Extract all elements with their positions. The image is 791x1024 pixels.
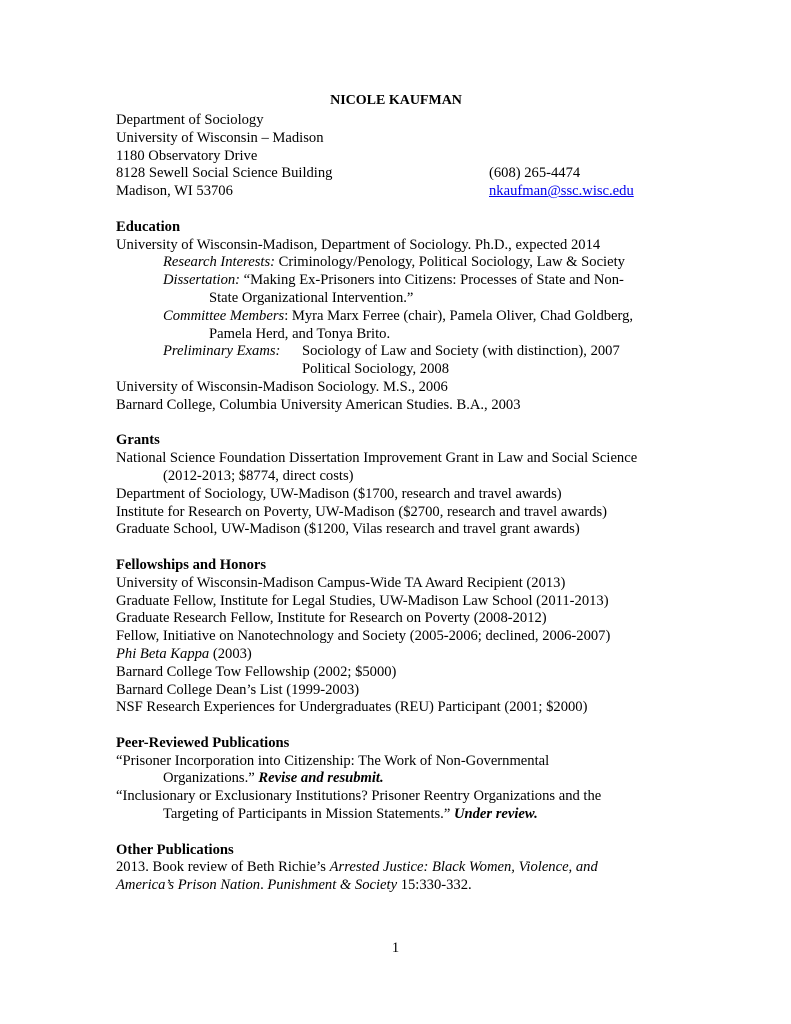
honor-item: NSF Research Experiences for Undergraduates (REU) Participant (2001; $2000) bbox=[116, 699, 588, 716]
address-row bbox=[116, 165, 676, 183]
prelim-exams: Preliminary Exams: Sociology of Law and Society (with distinction), 2007 bbox=[163, 343, 620, 360]
address-line: University of Wisconsin – Madison bbox=[116, 129, 324, 146]
publication-item: 2013. Book review of Beth Richie’s Arrested Justice: Black Women, Violence, and bbox=[116, 859, 598, 876]
address-line: Department of Sociology bbox=[116, 112, 264, 128]
section-heading: Peer-Reviewed Publications bbox=[116, 734, 290, 751]
fellowships-section bbox=[116, 557, 676, 717]
publication-item: “Inclusionary or Exclusionary Institutions? Prisoner Reentry Organizations and the bbox=[116, 788, 602, 805]
contact-block bbox=[116, 112, 676, 201]
publication-item-cont: Organizations.” Revise and resubmit. bbox=[163, 770, 384, 787]
committee: Committee Members: Myra Marx Ferree (chair), Pamela Oliver, Chad Goldberg, bbox=[163, 307, 634, 324]
cv-name: NICOLE KAUFMAN bbox=[330, 93, 462, 108]
grant-item: National Science Foundation Dissertation Improvement Grant in Law and Social Science bbox=[116, 450, 638, 467]
other-publications-section bbox=[116, 842, 676, 895]
publication-item: “Prisoner Incorporation into Citizenship: The Work of Non-Governmental bbox=[116, 752, 550, 769]
honor-item: Barnard College Dean’s List (1999-2003) bbox=[116, 681, 360, 698]
degree-phd: University of Wisconsin-Madison, Department of Sociology. Ph.D., expected 2014 bbox=[116, 236, 601, 253]
dissertation: Dissertation: “Making Ex-Prisoners into Citizens: Processes of State and Non- bbox=[163, 272, 624, 289]
page-number: 1 bbox=[391, 940, 400, 956]
grant-item: Graduate School, UW-Madison ($1200, Vilas research and travel grant awards) bbox=[116, 521, 580, 538]
honor-item: Phi Beta Kappa (2003) bbox=[116, 645, 252, 662]
section-heading: Education bbox=[116, 218, 181, 235]
peer-reviewed-section bbox=[116, 735, 676, 824]
address-row bbox=[116, 183, 676, 201]
publication-item-cont: America’s Prison Nation. Punishment & Society 15:330-332. bbox=[116, 877, 472, 894]
research-interests: Research Interests: Criminology/Penology, Political Sociology, Law & Society bbox=[163, 254, 625, 271]
grants-section bbox=[116, 432, 676, 539]
honor-item: Graduate Fellow, Institute for Legal Studies, UW-Madison Law School (2011-2013) bbox=[116, 592, 609, 609]
honor-item: Graduate Research Fellow, Institute for Research on Poverty (2008-2012) bbox=[116, 610, 547, 627]
dissertation-cont: State Organizational Intervention.” bbox=[209, 289, 414, 306]
email-link[interactable]: nkaufman@ssc.wisc.edu bbox=[489, 183, 634, 200]
grant-item: Department of Sociology, UW-Madison ($1700, research and travel awards) bbox=[116, 485, 562, 502]
grant-item-cont: (2012-2013; $8774, direct costs) bbox=[163, 467, 354, 484]
cv-page bbox=[116, 92, 676, 895]
section-heading: Grants bbox=[116, 432, 160, 449]
degree-ba: Barnard College, Columbia University American Studies. B.A., 2003 bbox=[116, 396, 521, 413]
honor-item: Fellow, Initiative on Nanotechnology and Society (2005-2006; declined, 2006-2007) bbox=[116, 628, 611, 645]
address-line: Madison, WI 53706 bbox=[116, 183, 233, 200]
address-line: 8128 Sewell Social Science Building bbox=[116, 165, 333, 182]
honor-item: Barnard College Tow Fellowship (2002; $5000) bbox=[116, 663, 397, 680]
section-heading: Other Publications bbox=[116, 841, 234, 858]
prelim-exams-cont: Political Sociology, 2008 bbox=[302, 361, 450, 378]
honor-item: University of Wisconsin-Madison Campus-Wide TA Award Recipient (2013) bbox=[116, 574, 566, 591]
education-section bbox=[116, 219, 676, 415]
committee-cont: Pamela Herd, and Tonya Brito. bbox=[209, 325, 391, 342]
grant-item: Institute for Research on Poverty, UW-Madison ($2700, research and travel awards) bbox=[116, 503, 608, 520]
phone-number: (608) 265-4474 bbox=[489, 165, 581, 182]
address-line: 1180 Observatory Drive bbox=[116, 147, 258, 164]
publication-item-cont: Targeting of Participants in Mission Statements.” Under review. bbox=[163, 806, 538, 823]
section-heading: Fellowships and Honors bbox=[116, 556, 267, 573]
degree-ms: University of Wisconsin-Madison Sociology. M.S., 2006 bbox=[116, 378, 448, 395]
